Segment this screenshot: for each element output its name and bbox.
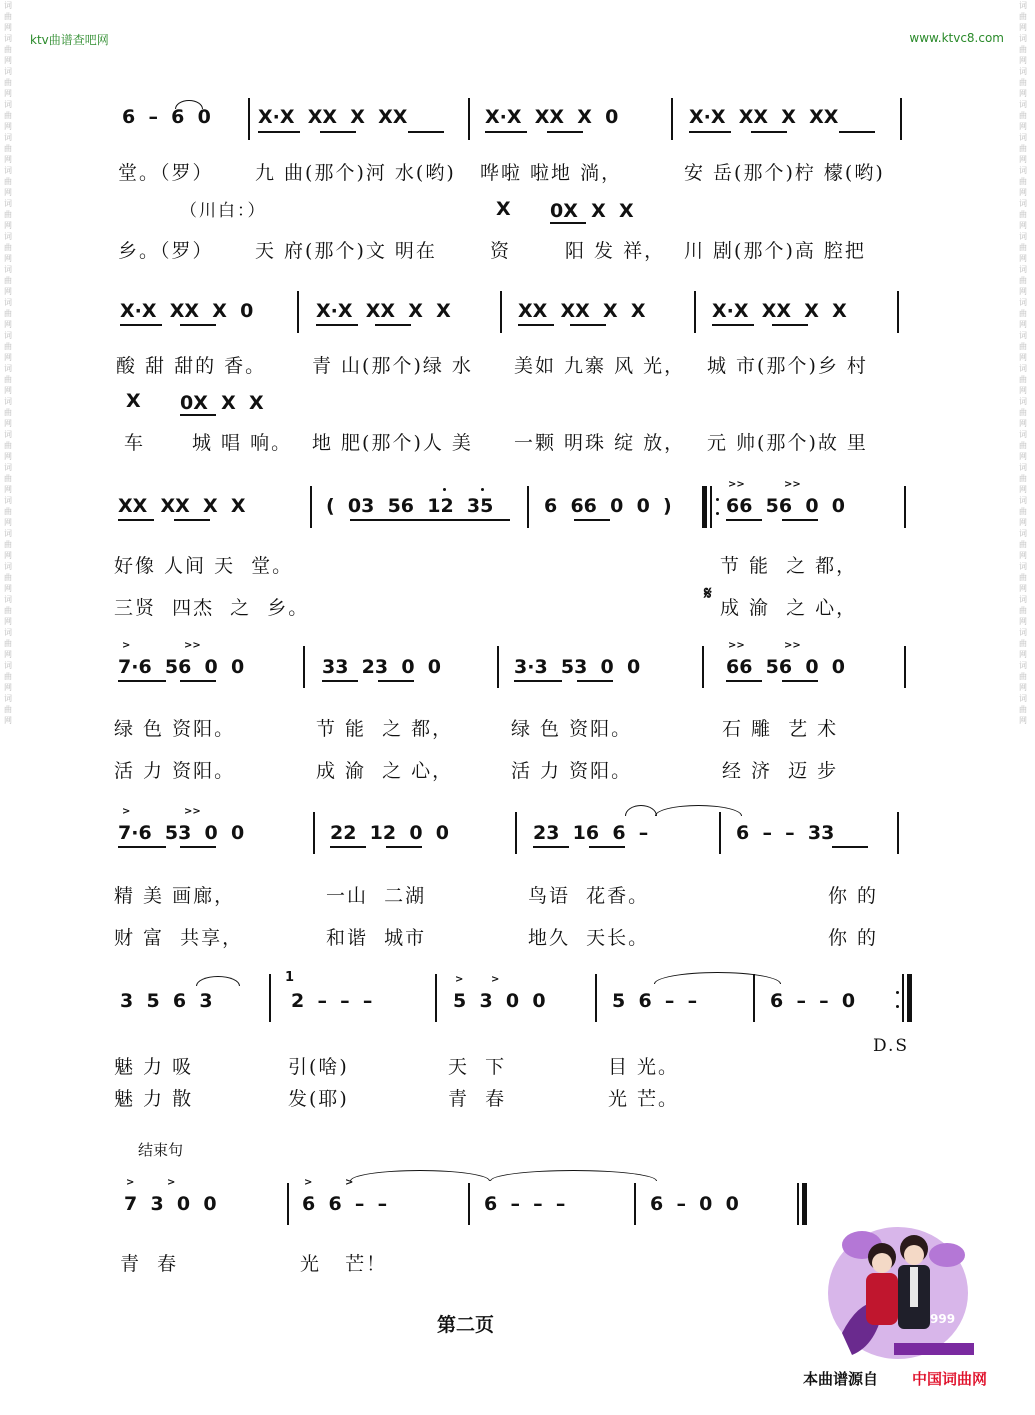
site-url[interactable]: www.ktvc8.com bbox=[909, 31, 1004, 45]
lyric: 天 下 bbox=[448, 1056, 507, 1078]
lyric: 青 春 bbox=[120, 1253, 179, 1275]
barline bbox=[297, 291, 299, 333]
measure-notes: 6 – – 0 bbox=[770, 990, 856, 1012]
tie bbox=[654, 972, 781, 984]
measure-notes: X·X XX X X bbox=[316, 300, 451, 322]
barline bbox=[900, 98, 902, 140]
measure-notes: X·X XX X 0 bbox=[485, 106, 619, 128]
lyric: 阳 发 祥， bbox=[565, 240, 666, 262]
lyric: 精 美 画廊， bbox=[114, 885, 236, 907]
site-name[interactable]: ktv曲谱查吧网 bbox=[30, 33, 109, 47]
barline bbox=[527, 486, 529, 528]
lyric: 你 的 bbox=[828, 927, 879, 949]
spoken-notes: 0X X X bbox=[550, 200, 634, 222]
measure-notes: 2 – – – bbox=[291, 990, 373, 1012]
barline bbox=[468, 1183, 470, 1225]
grace-note: 1 bbox=[285, 970, 295, 985]
lyric: 一颗 明珠 绽 放， bbox=[514, 432, 686, 454]
measure-notes: 6 – 0 0 bbox=[650, 1193, 739, 1215]
spoken-notes: 0X X X bbox=[180, 392, 264, 414]
lyric: 目 光。 bbox=[608, 1056, 680, 1078]
spoken-label: （川白：） bbox=[180, 201, 267, 221]
tie bbox=[175, 100, 203, 109]
spoken-notes: X bbox=[496, 198, 511, 220]
lyric: 元 帅(那个)故 里 bbox=[707, 432, 868, 454]
lyric: 酸 甜 甜的 香。 bbox=[116, 355, 267, 377]
lyric: 活 力 资阳。 bbox=[114, 760, 236, 782]
measure-notes: 33 23 0 0 bbox=[322, 656, 442, 678]
tie bbox=[350, 1170, 490, 1181]
lyric: 青 春 bbox=[448, 1088, 507, 1110]
barline bbox=[269, 974, 271, 1022]
measure-notes: 66 56 0 0 bbox=[726, 495, 846, 517]
source-label: 本曲谱源自 bbox=[803, 1370, 879, 1388]
lyric: 经 济 迈 步 bbox=[722, 760, 839, 782]
measure-notes: 6 – – 33 bbox=[736, 822, 835, 844]
lyric: 成 渝 之 心， bbox=[316, 760, 454, 782]
barline bbox=[468, 98, 470, 140]
measure-notes: XX XX X X bbox=[118, 495, 246, 517]
measure-notes: 7·6 56 0 0 bbox=[118, 656, 245, 678]
barline bbox=[904, 646, 906, 688]
lyric: 财 富 共享， bbox=[114, 927, 244, 949]
lyric: 资 bbox=[490, 240, 512, 262]
page-number: 第二页 bbox=[437, 1314, 495, 1336]
measure-notes: 7 3 0 0 bbox=[124, 1193, 217, 1215]
measure-notes: 22 12 0 0 bbox=[330, 822, 450, 844]
measure-notes: 7·6 53 0 0 bbox=[118, 822, 245, 844]
barline bbox=[287, 1183, 289, 1225]
dal-segno: D.S bbox=[873, 1036, 910, 1056]
lyric: 发(耶) bbox=[288, 1088, 349, 1110]
repeat-end bbox=[902, 974, 904, 1022]
lyric: 节 能 之 都， bbox=[316, 718, 454, 740]
measure-notes: X·X XX X X bbox=[712, 300, 847, 322]
interlude-notes: 6 66 0 0 ) bbox=[544, 495, 672, 517]
barline bbox=[515, 812, 517, 854]
lyric: 魅 力 吸 bbox=[114, 1056, 194, 1078]
lyric: 乡。（罗） bbox=[118, 240, 214, 262]
lyric: 哗啦 啦地 淌， bbox=[480, 162, 623, 184]
measure-notes: 3·3 53 0 0 bbox=[514, 656, 641, 678]
barline bbox=[310, 486, 312, 528]
measure-notes: 6 6 – – bbox=[302, 1193, 388, 1215]
barline bbox=[313, 812, 315, 854]
lyric: 引(啥) bbox=[288, 1056, 349, 1078]
spoken-notes: X bbox=[126, 390, 141, 412]
lyric: 川 剧(那个)高 腔把 bbox=[684, 240, 866, 262]
lyric: 青 山(那个)绿 水 bbox=[312, 355, 473, 377]
lyric: 石 雕 艺 术 bbox=[722, 718, 839, 740]
left-watermark: 词曲网词曲网词曲网词曲网词曲网词曲网词曲网词曲网词曲网词曲网词曲网词曲网词曲网词曲网词曲网词曲网词曲网词曲网词曲网词曲网词曲网词曲网 bbox=[4, 1, 12, 725]
lyric: 鸟语 花香。 bbox=[528, 885, 650, 907]
barline bbox=[303, 646, 305, 688]
measure-notes: 3 5 6 3 bbox=[120, 990, 213, 1012]
site-logo-image bbox=[822, 1215, 974, 1365]
lyric: 车 bbox=[124, 432, 146, 454]
barline bbox=[435, 974, 437, 1022]
barline bbox=[694, 291, 696, 333]
barline bbox=[702, 646, 704, 688]
barline bbox=[248, 98, 250, 140]
measure-notes: 6 – 6 0 bbox=[122, 106, 211, 128]
measure-notes: 23 16 6 – bbox=[533, 822, 649, 844]
lyric: 成 渝 之 心， bbox=[720, 597, 858, 619]
lyric: 活 力 资阳。 bbox=[511, 760, 633, 782]
lyric: 光 芒。 bbox=[608, 1088, 680, 1110]
interlude-notes: ( 03 56 12 35 bbox=[326, 495, 494, 517]
lyric: 魅 力 散 bbox=[114, 1088, 194, 1110]
slur bbox=[625, 805, 657, 816]
barline bbox=[897, 812, 899, 854]
ending-label: 结束句 bbox=[138, 1141, 184, 1159]
lyric: 地久 天长。 bbox=[528, 927, 650, 949]
slur bbox=[196, 976, 240, 986]
lyric: 绿 色 资阳。 bbox=[511, 718, 633, 740]
lyric: 天 府(那个)文 明在 bbox=[255, 240, 437, 262]
lyric: 城 市(那个)乡 村 bbox=[707, 355, 868, 377]
barline bbox=[904, 486, 906, 528]
barline bbox=[500, 291, 502, 333]
lyric: 安 岳(那个)柠 檬(哟) bbox=[684, 162, 885, 184]
lyric: 一山 二湖 bbox=[326, 885, 427, 907]
barline bbox=[897, 291, 899, 333]
lyric: 九 曲(那个)河 水(哟) bbox=[255, 162, 456, 184]
final-barline bbox=[797, 1183, 799, 1225]
repeat-start bbox=[702, 486, 707, 528]
lyric: 美如 九寨 风 光， bbox=[514, 355, 686, 377]
measure-notes: X·X XX X 0 bbox=[120, 300, 254, 322]
lyric: 城 唱 响。 bbox=[192, 432, 293, 454]
barline bbox=[497, 646, 499, 688]
lyric: 光 芒！ bbox=[300, 1253, 388, 1275]
measure-notes: 66 56 0 0 bbox=[726, 656, 846, 678]
tie bbox=[490, 1170, 657, 1181]
barline bbox=[634, 1183, 636, 1225]
measure-notes: 5 6 – – bbox=[612, 990, 698, 1012]
source-link[interactable]: 中国词曲网 bbox=[912, 1370, 988, 1388]
barline bbox=[595, 974, 597, 1022]
segno-icon: 𝄋 bbox=[704, 583, 712, 604]
measure-notes: X·X XX X XX bbox=[689, 106, 839, 128]
lyric: 绿 色 资阳。 bbox=[114, 718, 236, 740]
lyric: 三贤 四杰 之 乡。 bbox=[114, 597, 310, 619]
barline bbox=[671, 98, 673, 140]
measure-notes: 5 3 0 0 bbox=[453, 990, 546, 1012]
svg-text:999: 999 bbox=[930, 1312, 956, 1326]
lyric: 好像 人间 天 堂。 bbox=[114, 555, 294, 577]
barline bbox=[753, 974, 755, 1022]
lyric: 节 能 之 都， bbox=[720, 555, 858, 577]
lyric: 地 肥(那个)人 美 bbox=[312, 432, 473, 454]
measure-notes: XX XX X X bbox=[518, 300, 646, 322]
tie bbox=[655, 805, 742, 816]
measure-notes: X·X XX X XX bbox=[258, 106, 408, 128]
barline bbox=[719, 812, 721, 854]
measure-notes: 6 – – – bbox=[484, 1193, 566, 1215]
lyric: 你 的 bbox=[828, 885, 879, 907]
right-watermark: 词曲网词曲网词曲网词曲网词曲网词曲网词曲网词曲网词曲网词曲网词曲网词曲网词曲网词曲网词曲网词曲网词曲网词曲网词曲网词曲网词曲网词曲网 bbox=[1019, 1, 1027, 725]
lyric: 和谐 城市 bbox=[326, 927, 427, 949]
lyric: 堂。（罗） bbox=[118, 162, 214, 184]
